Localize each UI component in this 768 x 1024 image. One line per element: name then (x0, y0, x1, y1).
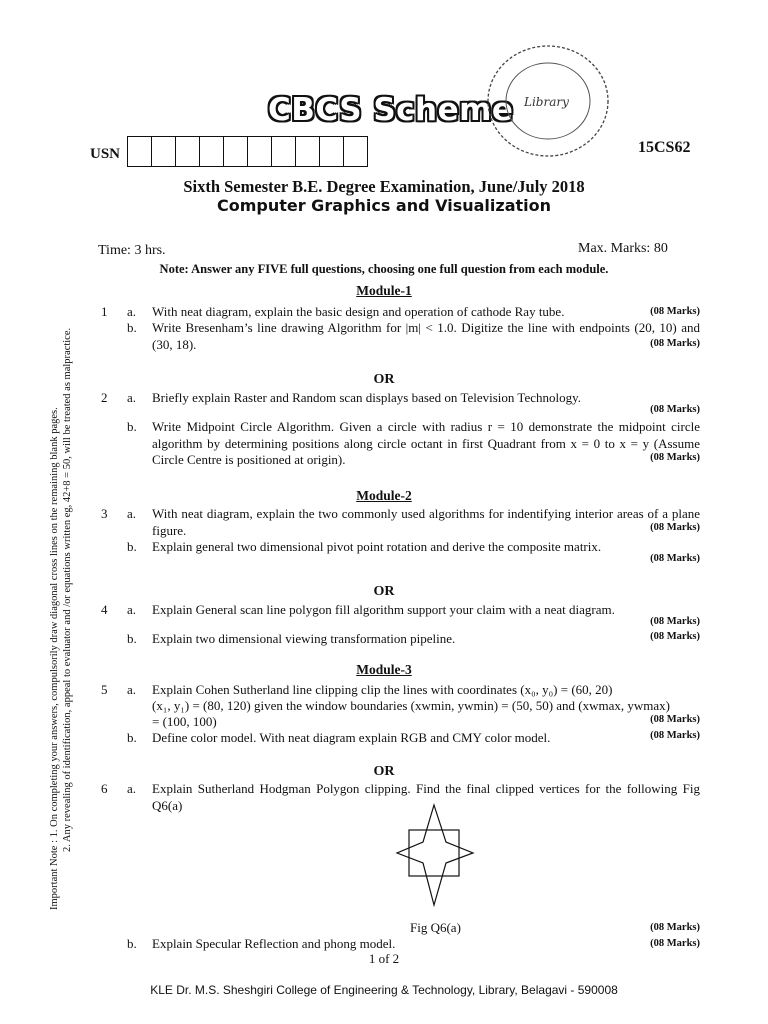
question-text: Explain general two dimensional pivot point rotation and derive the composite matrix. (152, 539, 602, 554)
part-label: b. (127, 631, 137, 646)
exam-title: Sixth Semester B.E. Degree Examination, June/July 2018 (183, 177, 585, 196)
question-number: 6 (101, 781, 108, 796)
part-label: a. (127, 781, 137, 796)
or-divider: OR (373, 372, 395, 387)
instructions-note: Note: Answer any FIVE full questions, choosing one full question from each module. (159, 262, 609, 276)
usn-box[interactable] (151, 136, 176, 167)
marks-label: (08 Marks) (650, 631, 700, 642)
part-label: a. (127, 682, 137, 697)
question-number: 1 (101, 304, 108, 319)
question-number: 5 (101, 682, 108, 697)
usn-box[interactable] (343, 136, 368, 167)
usn-box[interactable] (127, 136, 152, 167)
side-note-line-1: Important Note : 1. On completing your answers, compulsorily draw diagonal cross lines on the remaining blank pages. (49, 407, 60, 910)
or-divider: OR (373, 584, 395, 599)
marks-label: (08 Marks) (650, 922, 700, 933)
marks-label: (08 Marks) (650, 714, 700, 725)
marks-label: (08 Marks) (650, 616, 700, 627)
question-text: Explain Sutherland Hodgman Polygon clipping. Find the final clipped vertices for the following Fig Q6(a) (152, 781, 700, 813)
max-marks-label: Max. Marks: 80 (578, 241, 668, 256)
usn-box[interactable] (319, 136, 344, 167)
question-text: Explain General scan line polygon fill algorithm support your claim with a neat diagram. (152, 602, 615, 617)
question-number: 2 (101, 390, 108, 405)
side-important-note (48, 328, 74, 910)
part-label: b. (127, 730, 137, 745)
figure-caption: Fig Q6(a) (410, 920, 461, 935)
part-label: a. (127, 304, 137, 319)
course-code: 15CS62 (638, 139, 691, 156)
question-text: Explain two dimensional viewing transformation pipeline. (152, 631, 456, 646)
question-number: 4 (101, 602, 108, 617)
question-text: Explain Specular Reflection and phong model. (152, 936, 396, 951)
module-2-heading: Module-2 (356, 488, 412, 503)
usn-box[interactable] (247, 136, 272, 167)
svg-text:Library: Library (524, 95, 569, 109)
page-number: 1 of 2 (368, 951, 400, 966)
part-label: b. (127, 320, 137, 335)
library-stamp (484, 42, 614, 165)
subject-title: Computer Graphics and Visualization (216, 196, 552, 215)
usn-box[interactable] (199, 136, 224, 167)
question-text: Write Midpoint Circle Algorithm. Given a circle with radius r = 10 demonstrate the midpoint circle algorithm by determining positions along circle octant in first Quadrant from x = 0 to x = y (Assume Circle Centre is positioned at origin). (152, 419, 700, 467)
question-text: With neat diagram, explain the basic design and operation of cathode Ray tube. (152, 304, 565, 319)
module-1-heading: Module-1 (356, 283, 412, 298)
time-label: Time: 3 hrs. (98, 243, 166, 258)
marks-label: (08 Marks) (650, 553, 700, 564)
usn-label: USN (90, 146, 121, 162)
side-note-line-2: 2. Any revealing of identification, appeal to evaluator and /or equations written eg, 42+8 = 50, will be treated as malpractice. (62, 327, 73, 852)
usn-box[interactable] (271, 136, 296, 167)
marks-label: (08 Marks) (650, 338, 700, 349)
marks-label: (08 Marks) (650, 404, 700, 415)
question-text: Define color model. With neat diagram explain RGB and CMY color model. (152, 730, 551, 745)
usn-box[interactable] (295, 136, 320, 167)
marks-label: (08 Marks) (650, 730, 700, 741)
marks-label: (08 Marks) (650, 452, 700, 463)
question-text: Write Bresenham’s line drawing Algorithm for |m| < 1.0. Digitize the line with endpoints (20, 10) and (30, 18). (152, 320, 700, 352)
part-label: a. (127, 602, 137, 617)
footer-library: KLE Dr. M.S. Sheshgiri College of Engineering & Technology, Library, Belagavi - 590008 (150, 983, 618, 997)
marks-label: (08 Marks) (650, 306, 700, 317)
or-divider: OR (373, 764, 395, 779)
part-label: b. (127, 539, 137, 554)
scheme-title: CBCS Scheme (268, 92, 514, 128)
question-text: With neat diagram, explain the two commonly used algorithms for indentifying interior areas of a plane figure. (152, 506, 700, 538)
part-label: a. (127, 506, 137, 521)
question-text-line: (x₁, y₁) = (80, 120) given the window boundaries (xwmin, ywmin) = (50, 50) and (xwmax, ywmax) (152, 698, 670, 713)
marks-label: (08 Marks) (650, 522, 700, 533)
question-text: Briefly explain Raster and Random scan displays based on Television Technology. (152, 390, 582, 405)
marks-label: (08 Marks) (650, 938, 700, 949)
question-text-line: Explain Cohen Sutherland line clipping clip the lines with coordinates (x₀, y₀) = (60, 20) (152, 682, 613, 697)
figure-q6a (395, 803, 475, 913)
usn-box[interactable] (175, 136, 200, 167)
part-label: b. (127, 419, 137, 434)
part-label: b. (127, 936, 137, 951)
module-3-heading: Module-3 (356, 662, 412, 677)
usn-box[interactable] (223, 136, 248, 167)
usn-boxes[interactable] (128, 136, 368, 167)
part-label: a. (127, 390, 137, 405)
question-text-line: = (100, 100) (152, 714, 217, 729)
question-number: 3 (101, 506, 108, 521)
